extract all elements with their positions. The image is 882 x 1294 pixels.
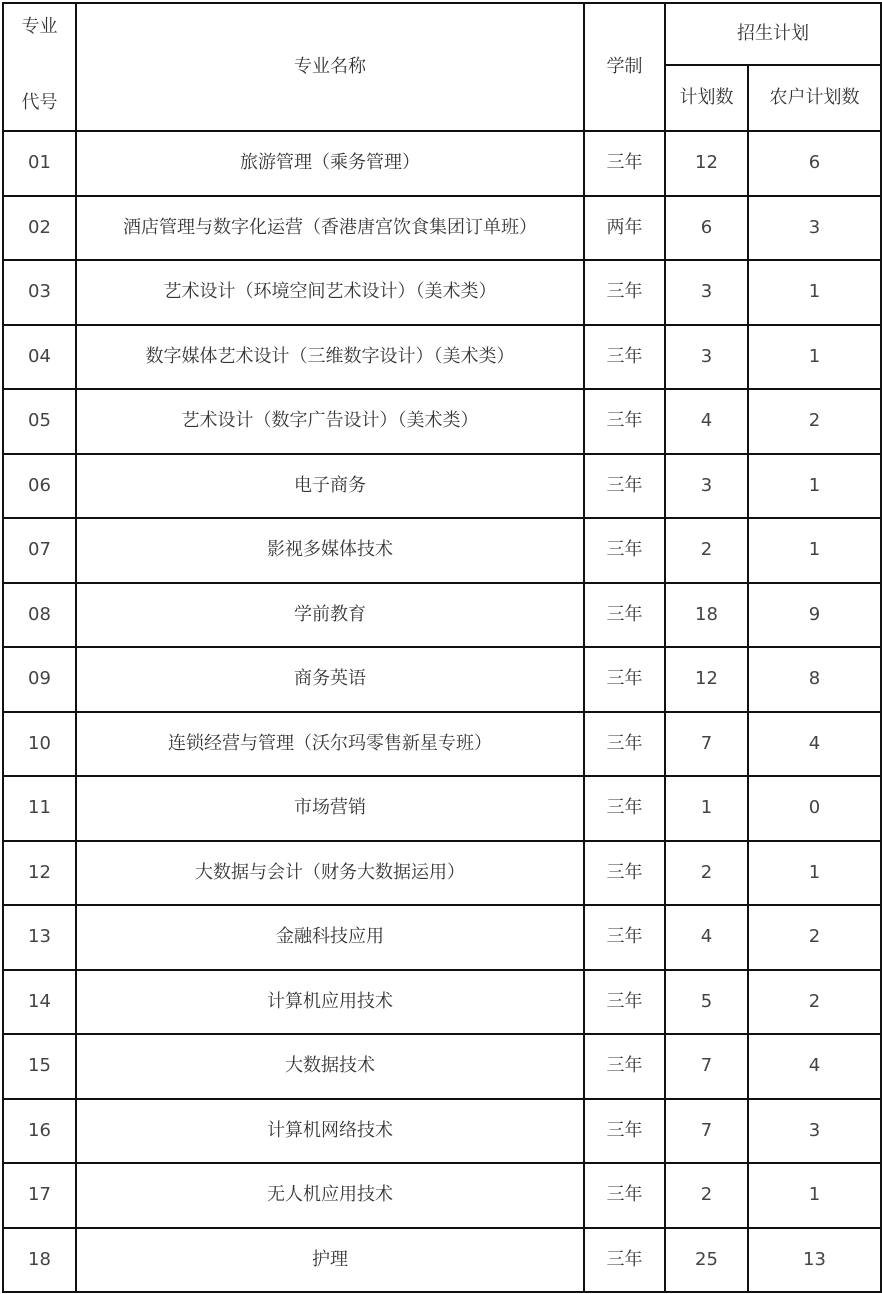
table-row [3, 389, 881, 454]
cell-plan: 5 [665, 970, 748, 1035]
cell-name: 计算机网络技术 [76, 1099, 584, 1164]
cell-name: 艺术设计（环境空间艺术设计）（美术类） [76, 260, 584, 325]
table-row [3, 260, 881, 325]
cell-length: 三年 [584, 325, 665, 390]
cell-rural: 1 [748, 454, 881, 519]
cell-name: 艺术设计（数字广告设计）（美术类） [76, 389, 584, 454]
cell-plan: 12 [665, 647, 748, 712]
cell-code: 16 [3, 1099, 76, 1164]
cell-length: 三年 [584, 1099, 665, 1164]
cell-rural: 1 [748, 518, 881, 583]
header-code-line1: 专业 [21, 16, 58, 37]
table-row [3, 583, 881, 648]
table-row [3, 1228, 881, 1293]
cell-name: 学前教育 [76, 583, 584, 648]
cell-code: 01 [3, 131, 76, 196]
cell-rural: 1 [748, 1163, 881, 1228]
cell-length: 三年 [584, 1163, 665, 1228]
cell-length: 三年 [584, 131, 665, 196]
cell-plan: 1 [665, 776, 748, 841]
cell-name: 影视多媒体技术 [76, 518, 584, 583]
cell-plan: 4 [665, 905, 748, 970]
cell-plan: 2 [665, 841, 748, 906]
cell-name: 金融科技应用 [76, 905, 584, 970]
cell-rural: 3 [748, 1099, 881, 1164]
table-row [3, 647, 881, 712]
cell-name: 数字媒体艺术设计（三维数字设计）（美术类） [76, 325, 584, 390]
cell-rural: 4 [748, 1034, 881, 1099]
cell-length: 三年 [584, 905, 665, 970]
cell-plan: 18 [665, 583, 748, 648]
cell-rural: 1 [748, 841, 881, 906]
table-row [3, 196, 881, 261]
cell-length: 三年 [584, 647, 665, 712]
cell-plan: 4 [665, 389, 748, 454]
cell-length: 三年 [584, 776, 665, 841]
cell-code: 05 [3, 389, 76, 454]
cell-plan: 7 [665, 712, 748, 777]
cell-rural: 8 [748, 647, 881, 712]
cell-rural: 2 [748, 389, 881, 454]
cell-rural: 2 [748, 905, 881, 970]
table-row [3, 841, 881, 906]
table-row [3, 970, 881, 1035]
cell-rural: 0 [748, 776, 881, 841]
cell-rural: 4 [748, 712, 881, 777]
cell-plan: 7 [665, 1099, 748, 1164]
cell-code: 18 [3, 1228, 76, 1293]
cell-length: 三年 [584, 841, 665, 906]
header-name: 专业名称 [76, 3, 584, 131]
header-code-line2: 代号 [21, 92, 58, 114]
table-row [3, 1034, 881, 1099]
cell-code: 09 [3, 647, 76, 712]
cell-length: 三年 [584, 260, 665, 325]
cell-code: 12 [3, 841, 76, 906]
cell-rural: 13 [748, 1228, 881, 1293]
cell-name: 市场营销 [76, 776, 584, 841]
cell-plan: 25 [665, 1228, 748, 1293]
cell-rural: 6 [748, 131, 881, 196]
cell-rural: 9 [748, 583, 881, 648]
cell-plan: 3 [665, 325, 748, 390]
table-row [3, 1163, 881, 1228]
cell-code: 07 [3, 518, 76, 583]
cell-length: 三年 [584, 712, 665, 777]
cell-rural: 3 [748, 196, 881, 261]
cell-length: 三年 [584, 1228, 665, 1293]
cell-code: 17 [3, 1163, 76, 1228]
table-row [3, 131, 881, 196]
cell-length: 三年 [584, 454, 665, 519]
header-length: 学制 [584, 3, 665, 131]
cell-rural: 1 [748, 325, 881, 390]
table-row [3, 712, 881, 777]
cell-name: 商务英语 [76, 647, 584, 712]
cell-name: 连锁经营与管理（沃尔玛零售新星专班） [76, 712, 584, 777]
table-row [3, 905, 881, 970]
table-row [3, 518, 881, 583]
cell-name: 旅游管理（乘务管理） [76, 131, 584, 196]
header-rural-count: 农户计划数 [748, 65, 881, 131]
cell-plan: 2 [665, 1163, 748, 1228]
cell-code: 08 [3, 583, 76, 648]
cell-plan: 12 [665, 131, 748, 196]
cell-code: 06 [3, 454, 76, 519]
cell-code: 11 [3, 776, 76, 841]
cell-length: 三年 [584, 518, 665, 583]
cell-length: 三年 [584, 970, 665, 1035]
cell-code: 02 [3, 196, 76, 261]
cell-length: 三年 [584, 583, 665, 648]
enrollment-plan-table [2, 2, 882, 1293]
table-row [3, 776, 881, 841]
cell-plan: 2 [665, 518, 748, 583]
cell-code: 04 [3, 325, 76, 390]
cell-code: 13 [3, 905, 76, 970]
cell-code: 10 [3, 712, 76, 777]
cell-name: 计算机应用技术 [76, 970, 584, 1035]
table-row [3, 1099, 881, 1164]
cell-plan: 6 [665, 196, 748, 261]
cell-plan: 3 [665, 260, 748, 325]
cell-name: 护理 [76, 1228, 584, 1293]
cell-rural: 2 [748, 970, 881, 1035]
cell-length: 两年 [584, 196, 665, 261]
table-row [3, 454, 881, 519]
cell-plan: 3 [665, 454, 748, 519]
table-row [3, 325, 881, 390]
header-plan-group: 招生计划 [665, 3, 881, 65]
cell-name: 无人机应用技术 [76, 1163, 584, 1228]
cell-length: 三年 [584, 389, 665, 454]
cell-name: 酒店管理与数字化运营（香港唐宫饮食集团订单班） [76, 196, 584, 261]
cell-plan: 7 [665, 1034, 748, 1099]
cell-rural: 1 [748, 260, 881, 325]
cell-length: 三年 [584, 1034, 665, 1099]
header-code [3, 3, 76, 131]
header-plan-count: 计划数 [665, 65, 748, 131]
cell-name: 大数据技术 [76, 1034, 584, 1099]
cell-name: 电子商务 [76, 454, 584, 519]
table-header-row [3, 3, 881, 65]
cell-code: 14 [3, 970, 76, 1035]
cell-code: 15 [3, 1034, 76, 1099]
cell-name: 大数据与会计（财务大数据运用） [76, 841, 584, 906]
cell-code: 03 [3, 260, 76, 325]
